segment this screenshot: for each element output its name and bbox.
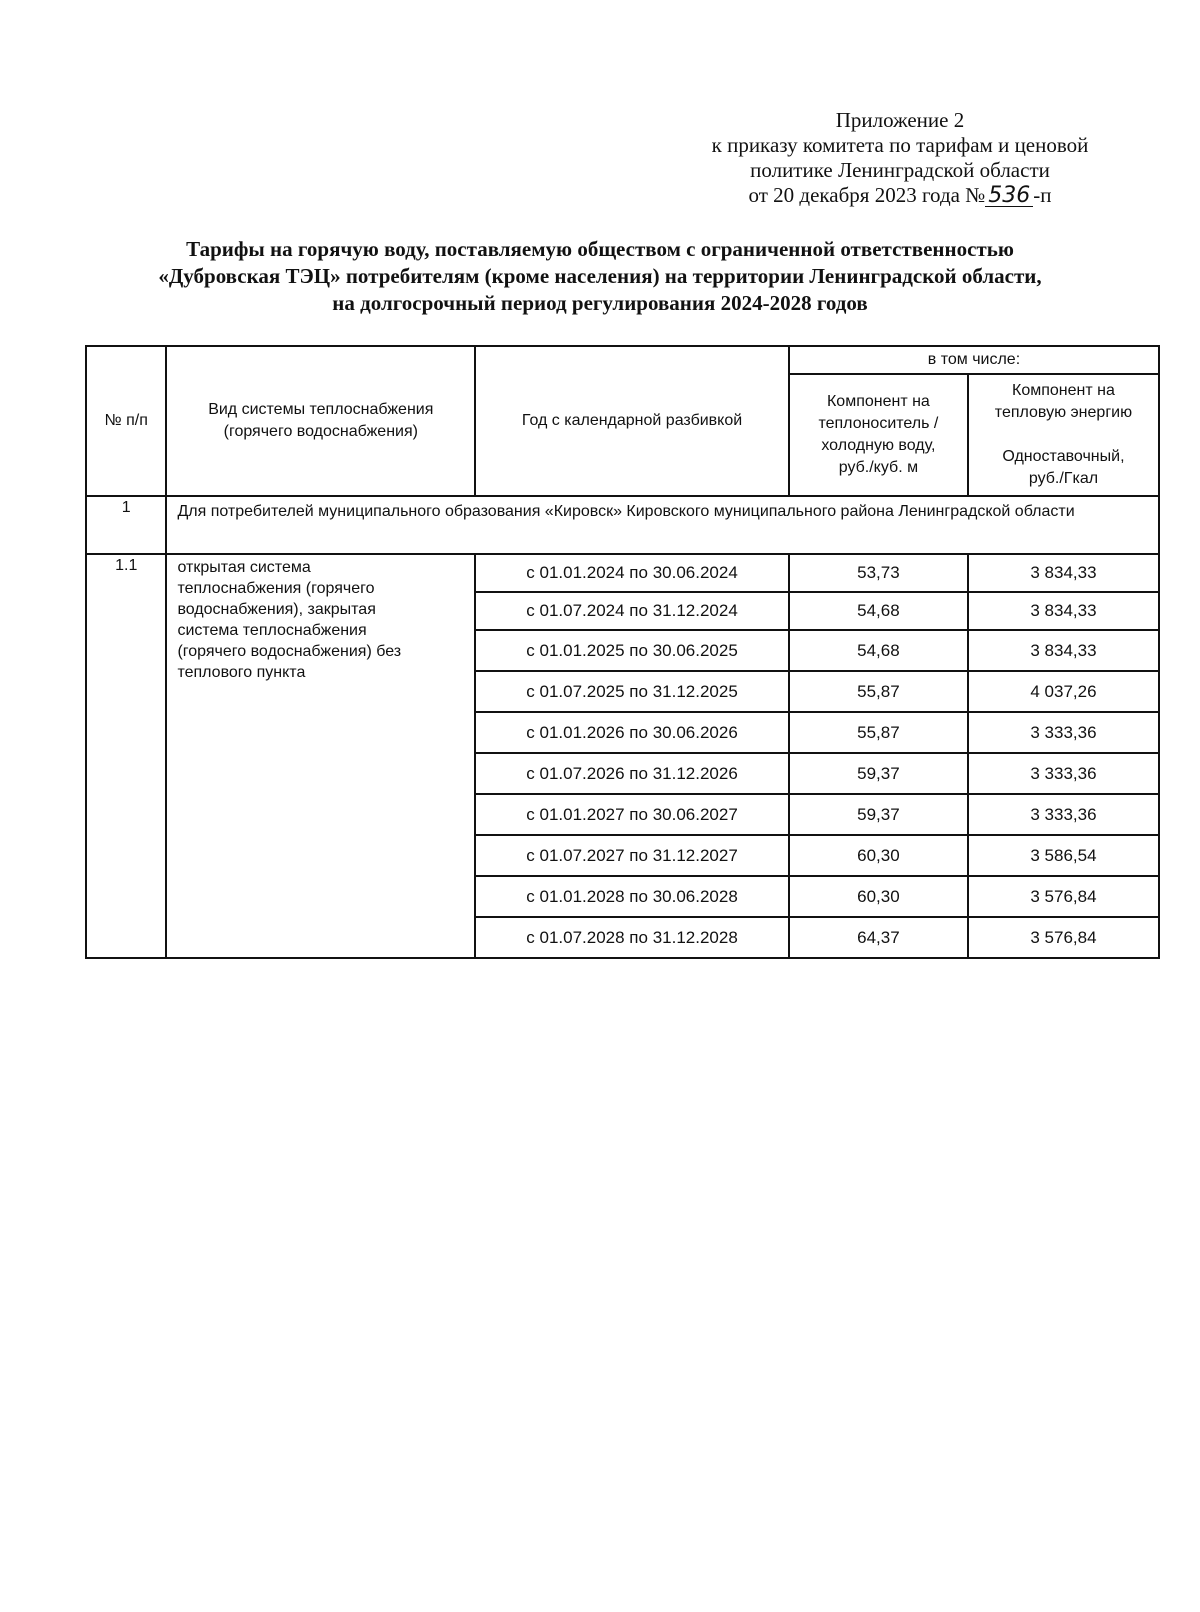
header-system-type: Вид системы теплоснабжения (горячего водоснабжения) xyxy=(166,346,475,496)
header-period: Год с календарной разбивкой xyxy=(475,346,789,496)
heat-component-cell: 3 834,33 xyxy=(968,630,1159,671)
water-component-cell: 54,68 xyxy=(789,630,968,671)
water-component-cell: 60,30 xyxy=(789,835,968,876)
water-component-cell: 53,73 xyxy=(789,554,968,592)
table-row xyxy=(86,554,1159,592)
heat-component-cell: 3 576,84 xyxy=(968,917,1159,958)
water-component-cell: 55,87 xyxy=(789,671,968,712)
heat-component-cell: 3 834,33 xyxy=(968,592,1159,630)
water-component-cell: 54,68 xyxy=(789,592,968,630)
heat-component-cell: 3 333,36 xyxy=(968,712,1159,753)
period-cell: с 01.07.2026 по 31.12.2026 xyxy=(475,753,789,794)
annex-header xyxy=(620,108,1180,208)
period-cell: с 01.01.2025 по 30.06.2025 xyxy=(475,630,789,671)
header-including: в том числе: xyxy=(789,346,1159,374)
annex-title: Приложение 2 xyxy=(835,108,965,132)
water-component-cell: 59,37 xyxy=(789,753,968,794)
system-number: 1.1 xyxy=(86,554,166,958)
water-component-cell: 60,30 xyxy=(789,876,968,917)
title-line-3: на долгосрочный период регулирования 2024-2028 годов xyxy=(332,291,868,315)
group-number: 1 xyxy=(86,496,166,554)
water-component-cell: 55,87 xyxy=(789,712,968,753)
order-number: 536 xyxy=(985,186,1033,207)
heat-component-cell: 3 333,36 xyxy=(968,753,1159,794)
title-line-1: Тарифы на горячую воду, поставляемую обществом с ограниченной ответственностью xyxy=(186,237,1014,261)
title-line-2: «Дубровская ТЭЦ» потребителям (кроме населения) на территории Ленинградской области, xyxy=(158,264,1042,288)
water-component-cell: 64,37 xyxy=(789,917,968,958)
document-title xyxy=(60,236,1140,317)
annex-committee: политике Ленинградской области xyxy=(750,158,1050,182)
period-cell: с 01.07.2027 по 31.12.2027 xyxy=(475,835,789,876)
system-type: открытая система теплоснабжения (горячего водоснабжения), закрытая система теплоснабжения (горячего водоснабжения) без теплового пункта xyxy=(166,554,475,958)
period-cell: с 01.07.2024 по 31.12.2024 xyxy=(475,592,789,630)
annex-date-text: от 20 декабря 2023 года № xyxy=(748,183,986,207)
header-component-heat: Компонент на тепловую энергию Одноставочный, руб./Гкал xyxy=(968,374,1159,496)
annex-order-date xyxy=(620,183,1180,208)
period-cell: с 01.01.2027 по 30.06.2027 xyxy=(475,794,789,835)
annex-order-ref: к приказу комитета по тарифам и ценовой xyxy=(711,133,1089,157)
period-cell: с 01.01.2026 по 30.06.2026 xyxy=(475,712,789,753)
heat-component-cell: 3 834,33 xyxy=(968,554,1159,592)
tariff-table xyxy=(85,345,1160,959)
heat-component-cell: 3 576,84 xyxy=(968,876,1159,917)
group-title: Для потребителей муниципального образования «Кировск» Кировского муниципального района Ленинградской области xyxy=(166,496,1159,554)
heat-component-cell: 3 586,54 xyxy=(968,835,1159,876)
order-suffix: -п xyxy=(1033,183,1052,207)
period-cell: с 01.07.2028 по 31.12.2028 xyxy=(475,917,789,958)
heat-component-cell: 4 037,26 xyxy=(968,671,1159,712)
period-cell: с 01.01.2024 по 30.06.2024 xyxy=(475,554,789,592)
period-cell: с 01.01.2028 по 30.06.2028 xyxy=(475,876,789,917)
water-component-cell: 59,37 xyxy=(789,794,968,835)
header-number: № п/п xyxy=(86,346,166,496)
heat-component-cell: 3 333,36 xyxy=(968,794,1159,835)
period-cell: с 01.07.2025 по 31.12.2025 xyxy=(475,671,789,712)
header-component-water: Компонент на теплоноситель / холодную воду, руб./куб. м xyxy=(789,374,968,496)
